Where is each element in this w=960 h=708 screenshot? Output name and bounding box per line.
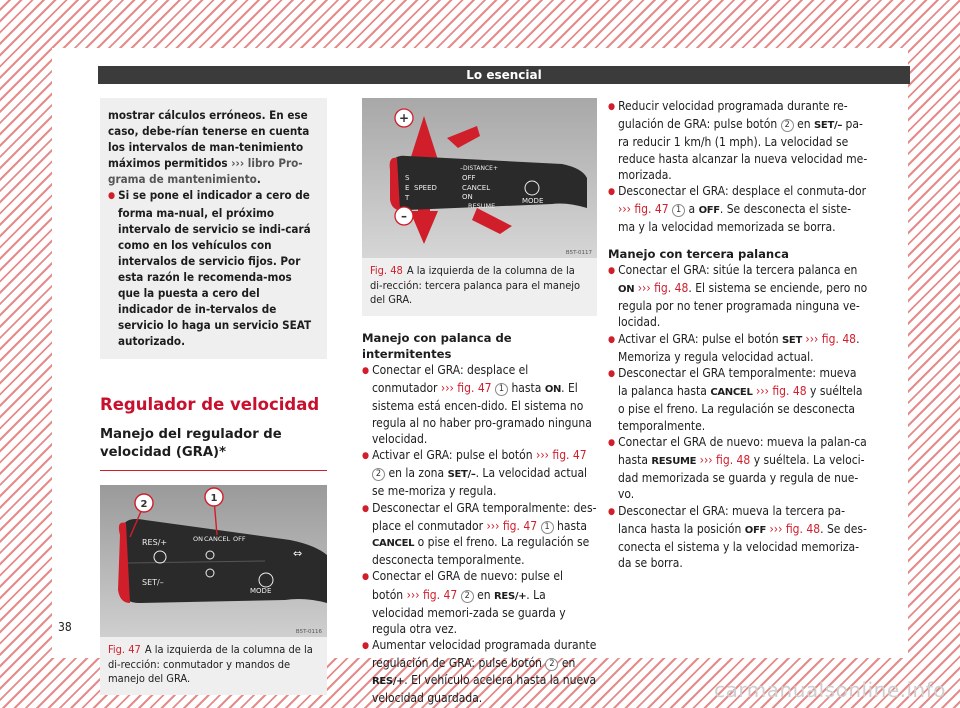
note-box	[100, 98, 327, 359]
cancel-label: CANCEL	[462, 184, 491, 192]
step-bullet: ● Desconectar el GRA: mueva la tercera pa-lanca hasta la posición OFF ››› fig. 48. Se des-conecta el sistema y la velocidad memoriza-da se borra.	[608, 503, 868, 572]
image-code: B5T-0116	[295, 629, 322, 636]
off-label: OFF	[462, 174, 476, 182]
column-2	[362, 98, 597, 706]
step-bullet: ● Aumentar velocidad programada durante regulación de GRA: pulse botón 2 en RES/+. El vehículo acelera hasta la nueva velocidad guardada.	[362, 637, 597, 706]
figure-47-image	[100, 485, 327, 637]
on-label: ON	[462, 193, 473, 201]
off-label: OFF	[233, 535, 246, 544]
s-label: S	[405, 174, 410, 182]
column-3	[608, 98, 868, 571]
minus-callout: –	[401, 209, 407, 223]
t-label: T	[405, 194, 410, 202]
set-label: SET/–	[142, 578, 164, 588]
page-number: 38	[58, 620, 72, 634]
section-title: Regulador de velocidad	[100, 395, 320, 414]
image-code: B5T-0117	[565, 250, 592, 256]
distance-label: –DISTANCE+	[460, 165, 498, 172]
res-label: RES/+	[142, 538, 168, 548]
step-bullet: ● Conectar el GRA: sitúe la tercera palanca en ON ››› fig. 48. El sistema se enciende, pero no regula por no tener programada ninguna ve-locidad.	[608, 262, 868, 331]
step-bullet: ● Desconectar el GRA temporalmente: mueva la palanca hasta CANCEL ››› fig. 48 y suéltela o pise el freno. La regulación se desconecta temporalmente.	[608, 365, 868, 434]
cancel-label: CANCEL	[204, 535, 231, 544]
step-bullet: ● Reducir velocidad programada durante re-gulación de GRA: pulse botón 2 en SET/– pa-ra reducir 1 km/h (1 mph). La velocidad se reduce hasta alcanzar la nueva velocidad me-morizada.	[608, 98, 868, 183]
resume-label: RESUME	[468, 202, 496, 210]
callout-2: 2	[140, 499, 148, 511]
figure-47-caption: Fig. 47 A la izquierda de la columna de la di-rección: conmutador y mandos de manejo del GRA.	[100, 637, 327, 695]
turn-signal-icon: ⇔	[293, 547, 303, 561]
e-label: E	[405, 184, 410, 192]
speed-label: SPEED	[414, 184, 437, 192]
step-bullet: ● Conectar el GRA de nuevo: mueva la palan-ca hasta RESUME ››› fig. 48 y suéltela. La veloci-dad memorizada se guarda y regula de nue-vo.	[608, 434, 868, 503]
step-bullet: ● Desconectar el GRA temporalmente: des-place el conmutador ››› fig. 47 1 hasta CANCEL o pise el freno. La regulación se desconecta temporalmente.	[362, 500, 597, 569]
mode-label: MODE	[250, 587, 272, 596]
step-bullet: ● Activar el GRA: pulse el botón ››› fig. 47 2 en la zona SET/–. La velocidad actual se me-moriza y regula.	[362, 447, 597, 500]
watermark: carmanualsonline.info	[714, 678, 946, 702]
section-header: Lo esencial	[98, 66, 910, 84]
subsection-title: Manejo del regulador de velocidad (GRA)*	[100, 426, 327, 471]
step-bullet: ● Activar el GRA: pulse el botón SET ››› fig. 48. Memoriza y regula velocidad actual.	[608, 331, 868, 365]
callout-1: 1	[210, 493, 218, 505]
figure-48-image	[362, 98, 597, 258]
figure-48-caption: Fig. 48 A la izquierda de la columna de la di-rección: tercera palanca para el manejo del GRA.	[362, 258, 597, 316]
note-bullet: ● Si se pone el indicador a cero de forma ma-nual, el próximo intervalo de servicio se indi-cará como en los vehículos con intervalos de servicio fijos. Por esta razón le recomenda-mos que la puesta a cero del indicador de in-tervalos de servicio lo haga un servicio SEAT autorizado.	[108, 187, 317, 349]
step-bullet: ● Conectar el GRA: desplace el conmutador ››› fig. 47 1 hasta ON. El sistema está encen-dido. El sistema no regula al no haber pro-gramado ninguna velocidad.	[362, 362, 597, 447]
heading-tercera-palanca: Manejo con tercera palanca	[608, 246, 789, 261]
plus-callout: +	[398, 111, 410, 125]
mode-label: MODE	[522, 197, 544, 205]
note-text: mostrar cálculos erróneos. En ese caso, debe-rían tenerse en cuenta los intervalos de man-tenimiento máximos permitidos ››› libro Pro-grama de mantenimiento.	[108, 108, 310, 186]
step-bullet: ● Conectar el GRA de nuevo: pulse el botón ››› fig. 47 2 en RES/+. La velocidad memori-zada se guarda y regula otra vez.	[362, 568, 597, 637]
step-bullet: ● Desconectar el GRA: desplace el conmuta-dor ››› fig. 47 1 a OFF. Se desconecta el siste-ma y la velocidad memorizada se borra.	[608, 183, 868, 236]
heading-intermitentes: Manejo con palanca de intermitentes	[362, 330, 512, 361]
on-label: ON	[193, 535, 203, 544]
column-1	[100, 98, 327, 695]
